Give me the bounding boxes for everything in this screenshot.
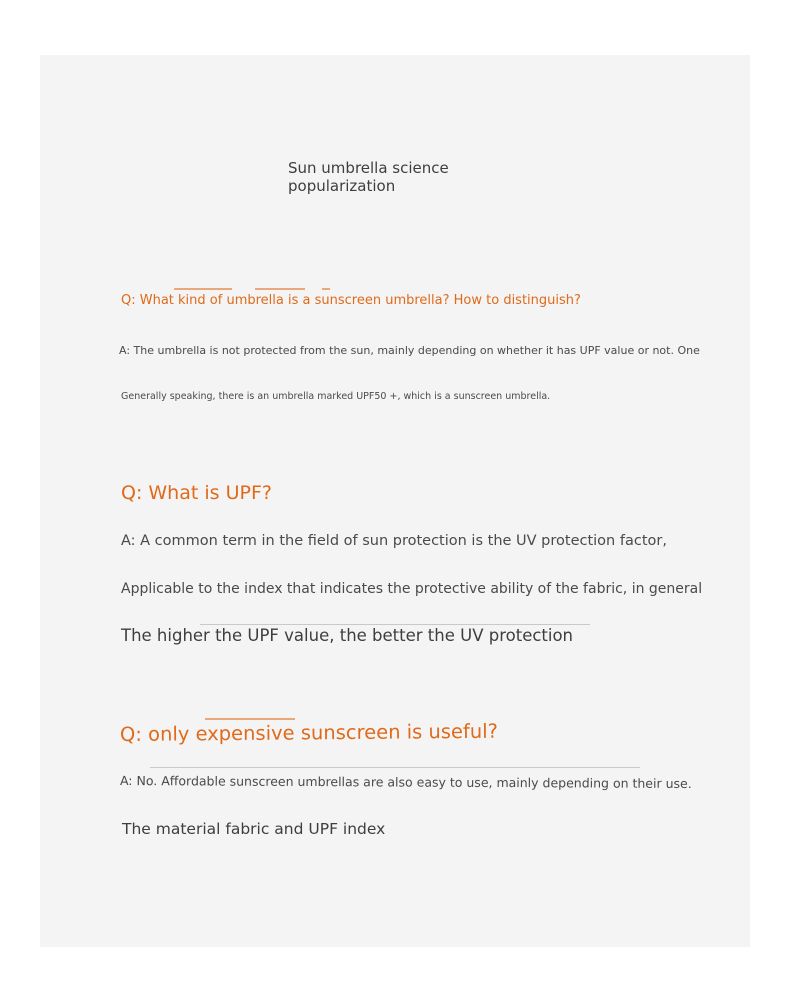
faq-question-1: Q: What kind of umbrella is a sunscreen umbrella? How to distinguish? — [121, 293, 581, 308]
faq-answer-1-line-2: Generally speaking, there is an umbrella marked UPF50 +, which is a sunscreen umbrella. — [121, 391, 551, 402]
decor-speck — [200, 624, 590, 625]
faq-answer-2-line-1: A: A common term in the field of sun protection is the UV protection factor, — [121, 533, 667, 549]
faq-answer-2-line-2: Applicable to the index that indicates the protective ability of the fabric, in general — [121, 581, 703, 597]
faq-answer-3-line-1: A: No. Affordable sunscreen umbrellas are also easy to use, mainly depending on their use. — [119, 773, 692, 791]
faq-answer-3-line-2: The material fabric and UPF index — [122, 820, 386, 838]
decor-speck — [174, 288, 232, 290]
faq-answer-2-line-3: The higher the UPF value, the better the UV protection — [121, 626, 574, 645]
faq-answer-1-line-1: A: The umbrella is not protected from the sun, mainly depending on whether it has UPF value or not. One — [119, 344, 700, 357]
faq-question-2: Q: What is UPF? — [121, 482, 272, 504]
decor-speck — [205, 718, 295, 720]
decor-speck — [150, 767, 640, 768]
decor-speck — [322, 288, 330, 290]
decor-speck — [255, 288, 305, 290]
faq-question-3: Q: only expensive sunscreen is useful? — [119, 719, 499, 746]
page-title: Sun umbrella science popularization — [288, 159, 449, 195]
